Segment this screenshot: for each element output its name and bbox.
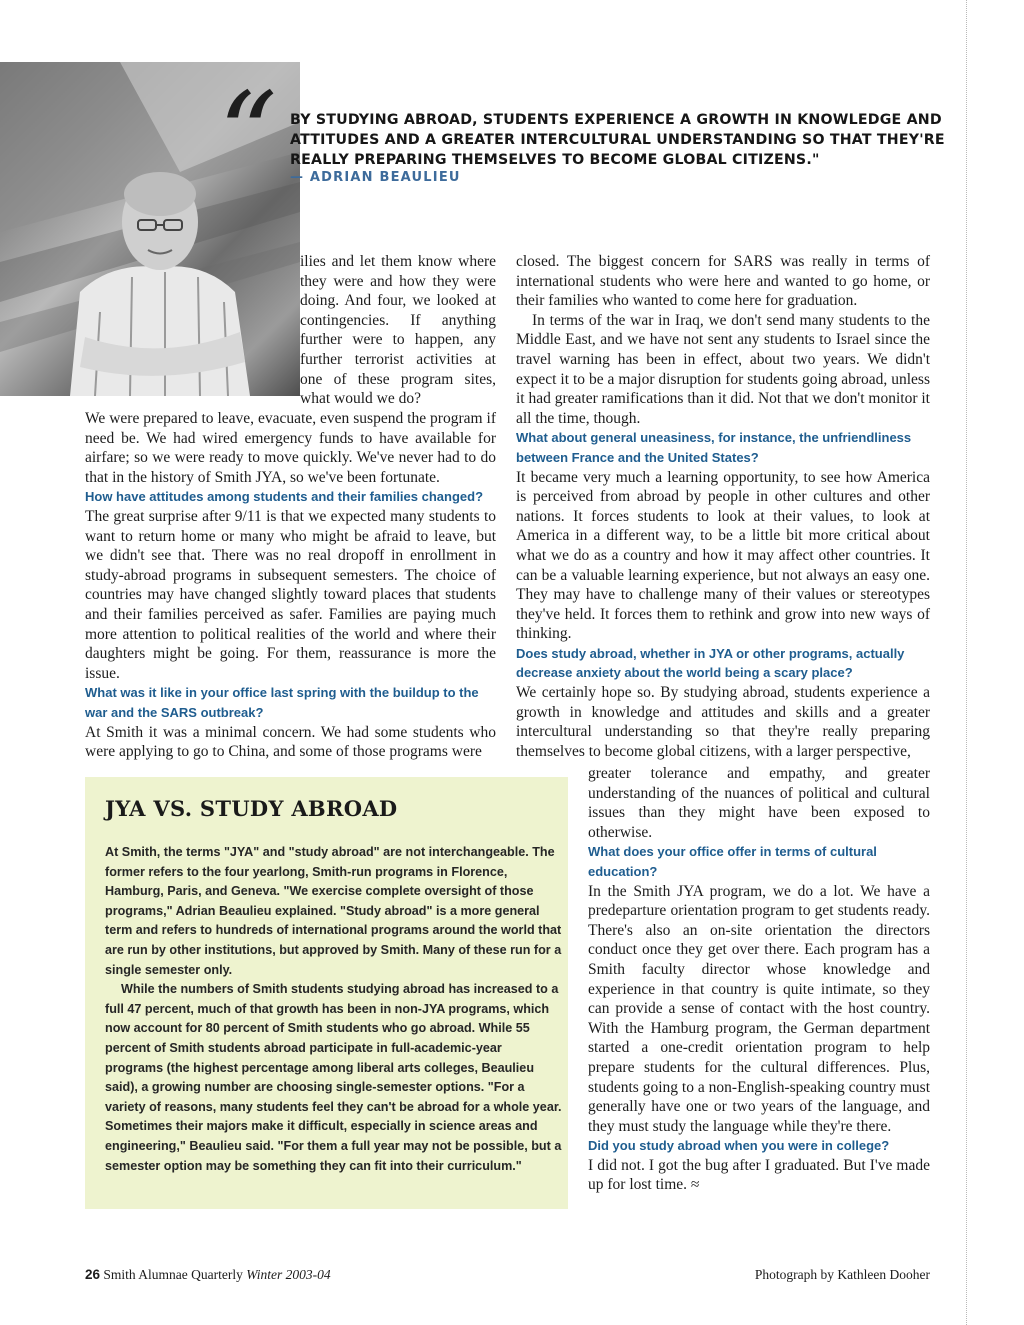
answer-paragraph: In the Smith JYA program, we do a lot. We have a predeparture orientation program to get students ready. There's also an on-site orientation the directors conduct once they get over there. Each program has a Smith faculty director whose knowledge and experience in that country is quite intimate, so they can provide a sense of contact with the host country. With the Hamburg program, the German department started a one-credit orientation program to help prepare students for the cultural differences. Plus, students going to a non-English-speaking country must generally have one or two years of the language, and they must study the language while they're there. bbox=[588, 882, 930, 1135]
question-heading: Did you study abroad when you were in college? bbox=[588, 1138, 890, 1154]
answer-paragraph: The great surprise after 9/11 is that we expected many students to want to return home or many who might be afraid to leave, but we didn't see that. There was no real dropoff in enrollment in study-abroad programs in subsequent semesters. The choice of countries may have changed slightly toward places that students and their families perceived as safer. Families are paying much more attention to political realities of the world and where their daughters might be going. For them, reassurance is more the issue. bbox=[85, 507, 496, 682]
left-wrap-text bbox=[300, 252, 496, 409]
sidebar-title: JYA VS. STUDY ABROAD bbox=[105, 796, 398, 821]
question-heading: What does your office offer in terms of cultural education? bbox=[588, 844, 877, 879]
quote-mark-icon: “ bbox=[218, 68, 278, 203]
answer-paragraph: I did not. I got the bug after I graduated. But I've made up for lost time. ≈ bbox=[588, 1156, 930, 1194]
footer-publication bbox=[85, 1267, 331, 1283]
publication-name: Smith Alumnae Quarterly bbox=[103, 1267, 243, 1282]
question-heading: What was it like in your office last spring with the buildup to the war and the SARS outbreak? bbox=[85, 685, 479, 720]
question-heading: How have attitudes among students and their families changed? bbox=[85, 489, 484, 505]
left-column bbox=[85, 409, 496, 762]
right-column bbox=[516, 252, 930, 761]
page-edge-divider bbox=[966, 0, 967, 1325]
paragraph: In terms of the war in Iraq, we don't send many students to the Middle East, and we have not sent any students to Israel since the travel warning has been in effect, about two years. We didn't expect it to be a major disruption for students going abroad, unless it had greater ramifications than it did. Not that we don't monitor it all the time, though. bbox=[516, 311, 930, 427]
sidebar-paragraph: At Smith, the terms "JYA" and "study abroad" are not interchangeable. The former refers to the four yearlong, Smith-run programs in Florence, Hamburg, Paris, and Geneva. "We exercise complete oversight of those programs," Adrian Beaulieu explained. "Study abroad" is a more general term and refers to hundreds of international programs around the world that are run by other institutions, but approved by Smith. Many of these run for a single semester only. bbox=[105, 845, 562, 977]
paragraph: ilies and let them know where they were and how they were doing. And four, we looked at contingencies. If anything further were to happen, any further terrorist activities at one of these program sites, what would we do? bbox=[300, 253, 496, 408]
answer-paragraph: At Smith it was a minimal concern. We had some students who were applying to go to China, and some of those programs were bbox=[85, 723, 496, 761]
pull-quote-attribution: — ADRIAN BEAULIEU bbox=[290, 170, 461, 185]
sidebar-text bbox=[105, 843, 562, 1176]
answer-paragraph: It became very much a learning opportunity, to see how America is perceived from abroad by people in other cultures and other nations. It forces students to look at their values, to look at America in a different way, to be a little bit more critical about what we do as a country and how it may affect other countries. It can be a valuable learning experience, but not always an easy one. They may have to challenge many of their values or stereotypes they've held. It forces them to rethink and grow into new ways of thinking. bbox=[516, 468, 930, 643]
question-heading: Does study abroad, whether in JYA or other programs, actually decrease anxiety about the world being a scary place? bbox=[516, 645, 905, 681]
issue-name: Winter 2003-04 bbox=[246, 1267, 331, 1282]
page-number: 26 bbox=[85, 1267, 101, 1282]
answer-paragraph: We certainly hope so. By studying abroad, students experience a growth in knowledge and attitudes and skills and a greater intercultural understanding so that they're really preparing themselves to become global citizens, with a larger perspective, bbox=[516, 684, 930, 760]
photo-credit: Photograph by Kathleen Dooher bbox=[754, 1267, 930, 1282]
paragraph: greater tolerance and empathy, and greater understanding of the nuances of political and cultural issues than they might have been exposed to otherwise. bbox=[588, 765, 930, 841]
sidebar-paragraph: While the numbers of Smith students studying abroad has increased to a full 47 percent, much of that growth has been in non-JYA programs, which now account for 80 percent of Smith students who go abroad. While 55 percent of Smith students abroad participate in full-academic-year programs (the highest percentage among liberal arts colleges, Beaulieu said), a growing number are choosing single-semester options. "For a variety of reasons, many students feel they can't be abroad for a whole year. Sometimes their majors make it difficult, especially in science areas and engineering," Beaulieu said. "For them a full year may not be possible, but a semester option may be something they can fit into their curriculum." bbox=[105, 982, 562, 1173]
paragraph: closed. The biggest concern for SARS was really in terms of international students who were here and wanted to go home, or their families who wanted to come here for graduation. bbox=[516, 253, 930, 310]
pull-quote: BY STUDYING ABROAD, STUDENTS EXPERIENCE A GROWTH IN KNOWLEDGE AND ATTITUDES AND A GREATER INTERCULTURAL UNDERSTANDING SO THAT THEY'RE REALLY PREPARING THEMSELVES TO BECOME GLOBAL CITIZENS." bbox=[290, 112, 945, 168]
paragraph: We were prepared to leave, evacuate, even suspend the program if need be. We had wired emergency funds to have available for airfare; so we were ready to move quickly. We've never had to do that in the history of Smith JYA, so we've been fortunate. bbox=[85, 410, 496, 486]
right-column-lower bbox=[588, 764, 930, 1195]
question-heading: What about general uneasiness, for instance, the unfriendliness between France and the United States? bbox=[516, 430, 912, 465]
